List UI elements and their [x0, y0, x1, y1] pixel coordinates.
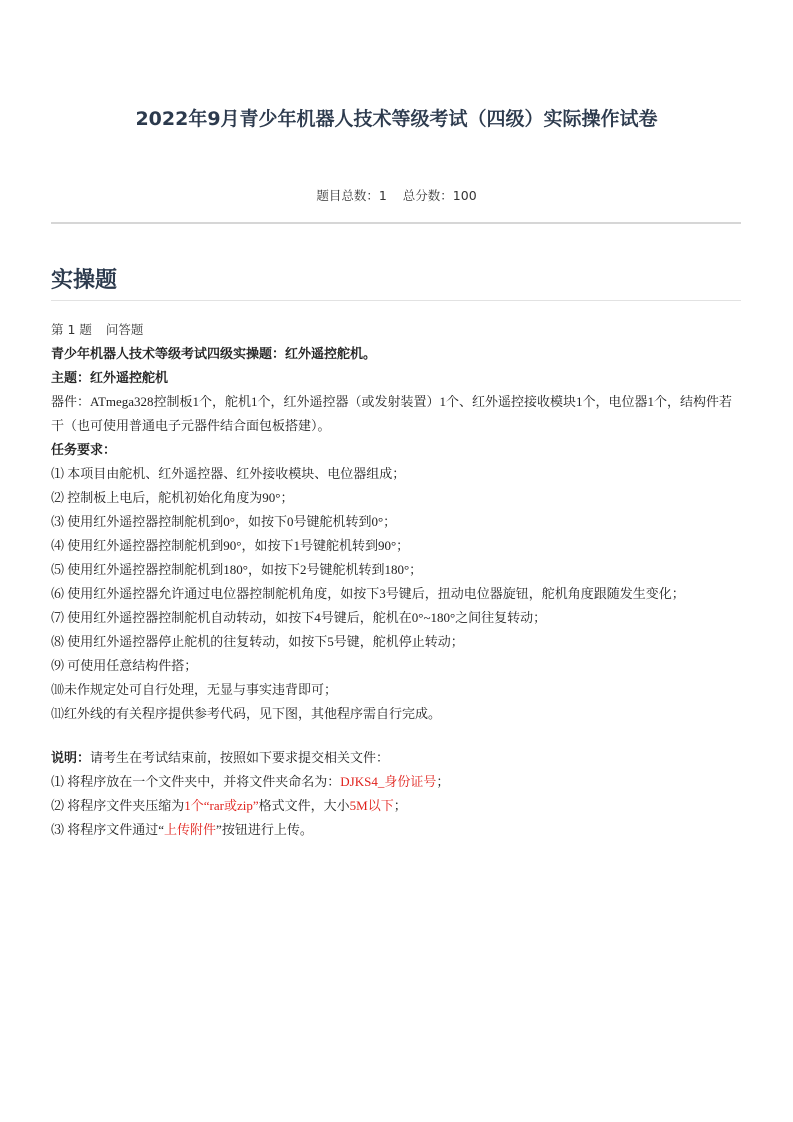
question-content: [51, 318, 741, 842]
section-title: 实操题: [51, 268, 118, 293]
requirement-item: ⑽未作规定处可自行处理，无显与事实违背即可；: [51, 682, 338, 697]
requirement-item: ⑻ 使用红外遥控器停止舵机的往复转动，如按下5号键，舵机停止转动；: [51, 634, 464, 649]
page-title: 2022年9月青少年机器人技术等级考试（四级）实际操作试卷: [135, 108, 658, 130]
requirement-item: ⑺ 使用红外遥控器控制舵机自动转动，如按下4号键后，舵机在0°~180°之间往复转动；: [51, 610, 547, 625]
requirements-title: 任务要求：: [51, 442, 117, 457]
section-divider: [51, 300, 741, 301]
requirement-item: ⑾红外线的有关程序提供参考代码，见下图，其他程序需自行完成。: [51, 706, 442, 721]
question-header: [51, 318, 741, 342]
title-divider: [51, 222, 741, 224]
requirement-item: ⑴ 本项目由舵机、红外遥控器、红外接收模块、电位器组成；: [51, 466, 406, 481]
question-topic: 主题：红外遥控舵机: [51, 370, 169, 385]
note-2-suffix: ；: [393, 798, 407, 813]
notes-intro-line: [51, 746, 741, 770]
note-item-2: [51, 794, 741, 818]
note-3-suffix: ”按钮进行上传。: [216, 822, 313, 837]
requirement-item: ⑵ 控制板上电后，舵机初始化角度为90°；: [51, 490, 294, 505]
note-2-size: 5M以下: [349, 798, 394, 813]
note-2-prefix: ⑵ 将程序文件夹压缩为: [51, 798, 185, 813]
note-item-3: [51, 818, 741, 842]
requirement-item: ⑸ 使用红外遥控器控制舵机到180°，如按下2号键舵机转到180°；: [51, 562, 423, 577]
requirement-item: ⑷ 使用红外遥控器控制舵机到90°，如按下1号键舵机转到90°；: [51, 538, 410, 553]
notes-label: 说明：: [51, 750, 91, 765]
exam-meta: [0, 186, 793, 204]
question-parts: 器件：ATmega328控制板1个，舵机1个，红外遥控器（或发射装置）1个、红外遥控接收模块1个，电位器1个，结构件若干（也可使用普通电子元器件结合面包板搭建）。: [51, 394, 733, 433]
note-1-folder-name: DJKS4_身份证号: [340, 774, 437, 789]
requirements-list: [51, 462, 741, 726]
note-2-mid: 格式文件，大小: [258, 798, 350, 813]
note-3-upload-button-text: 上传附件: [164, 822, 217, 837]
note-3-prefix: ⑶ 将程序文件通过“: [51, 822, 165, 837]
note-item-1: [51, 770, 741, 794]
requirement-item: ⑶ 使用红外遥控器控制舵机到0°，如按下0号键舵机转到0°；: [51, 514, 397, 529]
requirement-item: ⑹ 使用红外遥控器允许通过电位器控制舵机角度，如按下3号键后，扭动电位器旋钮，舵机角度跟随发生变化；: [51, 586, 685, 601]
requirement-item: ⑼ 可使用任意结构件搭；: [51, 658, 198, 673]
question-type: 问答题: [105, 322, 144, 337]
note-1-prefix: ⑴ 将程序放在一个文件夹中，并将文件夹命名为：: [51, 774, 341, 789]
question-heading: 青少年机器人技术等级考试四级实操题：红外遥控舵机。: [51, 346, 377, 361]
total-questions: 题目总数：1: [316, 188, 387, 203]
note-2-format: 1个“rar或zip”: [184, 798, 259, 813]
question-number: 第 1 题: [51, 322, 92, 337]
notes-intro: 请考生在考试结束前，按照如下要求提交相关文件：: [90, 750, 390, 765]
total-score: 总分数：100: [402, 188, 477, 203]
note-1-suffix: ；: [436, 774, 450, 789]
